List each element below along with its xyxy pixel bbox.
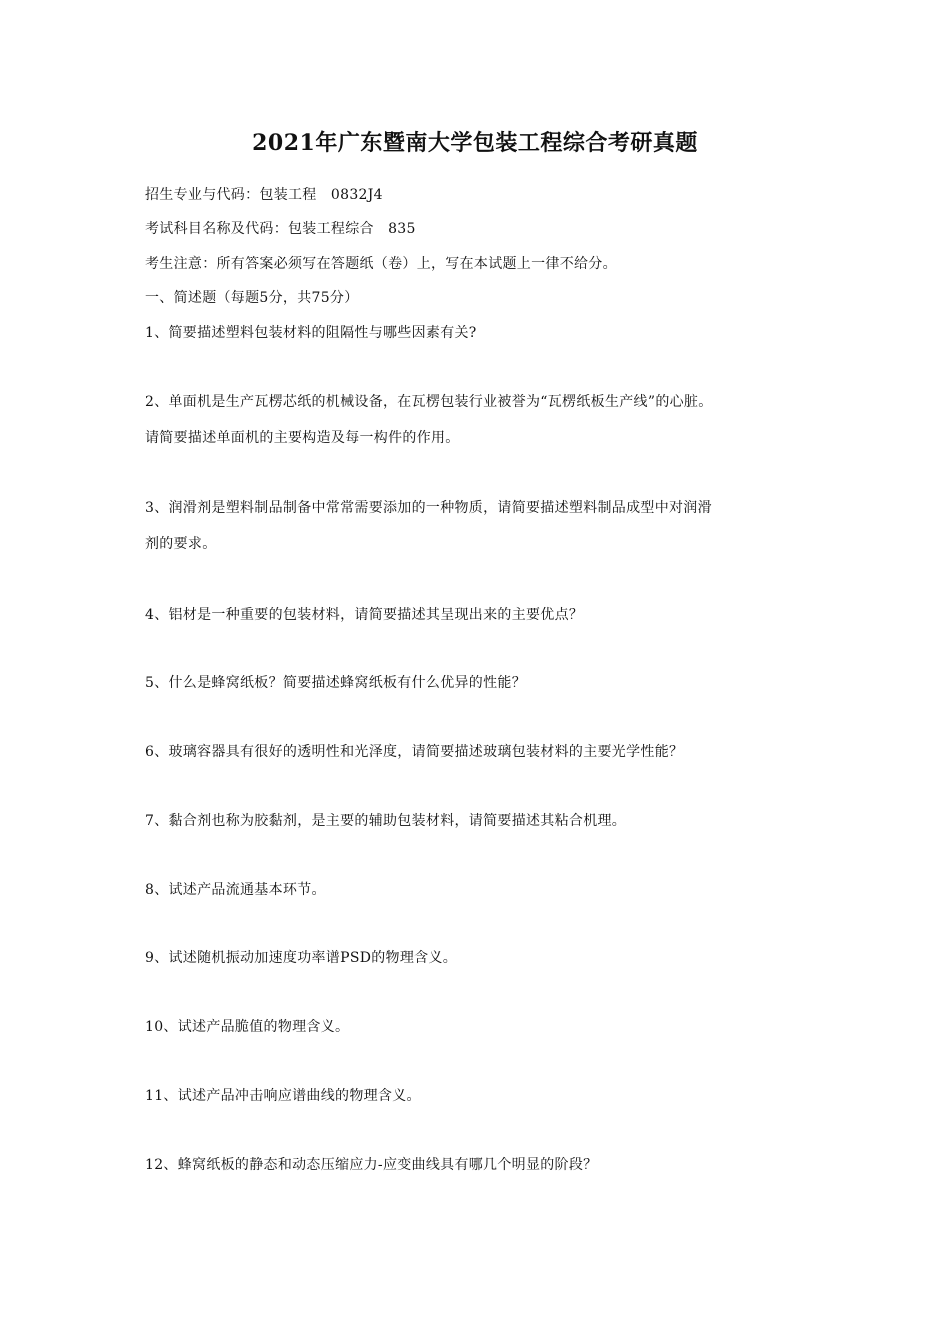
question-6: 6、玻璃容器具有很好的透明性和光泽度，请简要描述玻璃包装材料的主要光学性能？ xyxy=(145,744,684,760)
question-3-line-2: 剂的要求。 xyxy=(145,536,217,552)
question-3-line-1: 3、润滑剂是塑料制品制备中常常需要添加的一种物质，请简要描述塑料制品成型中对润滑 xyxy=(145,500,712,516)
question-2-line-1: 2、单面机是生产瓦楞芯纸的机械设备，在瓦楞包装行业被誉为“瓦楞纸板生产线”的心脏。 xyxy=(145,394,713,410)
question-7: 7、黏合剂也称为胶黏剂，是主要的辅助包装材料，请简要描述其粘合机理。 xyxy=(145,813,627,829)
section-heading: 一、简述题（每题5分，共75分） xyxy=(145,290,359,306)
major-code-line: 招生专业与代码：包装工程 0832J4 xyxy=(145,187,383,203)
question-10: 10、试述产品脆值的物理含义。 xyxy=(145,1019,350,1035)
question-4: 4、铝材是一种重要的包装材料，请简要描述其呈现出来的主要优点？ xyxy=(145,607,584,623)
question-2-line-2: 请简要描述单面机的主要构造及每一构件的作用。 xyxy=(145,430,460,446)
page-title: 2021年广东暨南大学包装工程综合考研真题 xyxy=(252,130,698,156)
question-12: 12、蜂窝纸板的静态和动态压缩应力-应变曲线具有哪几个明显的阶段？ xyxy=(145,1157,598,1173)
question-5: 5、什么是蜂窝纸板？简要描述蜂窝纸板有什么优异的性能？ xyxy=(145,675,527,691)
subject-code-line: 考试科目名称及代码：包装工程综合 835 xyxy=(145,221,416,237)
question-1: 1、简要描述塑料包装材料的阻隔性与哪些因素有关? xyxy=(145,325,477,341)
question-9: 9、试述随机振动加速度功率谱PSD的物理含义。 xyxy=(145,950,458,966)
question-8: 8、试述产品流通基本环节。 xyxy=(145,882,326,898)
exam-notice: 考生注意：所有答案必须写在答题纸（卷）上，写在本试题上一律不给分。 xyxy=(145,256,617,272)
question-11: 11、试述产品冲击响应谱曲线的物理含义。 xyxy=(145,1088,421,1104)
